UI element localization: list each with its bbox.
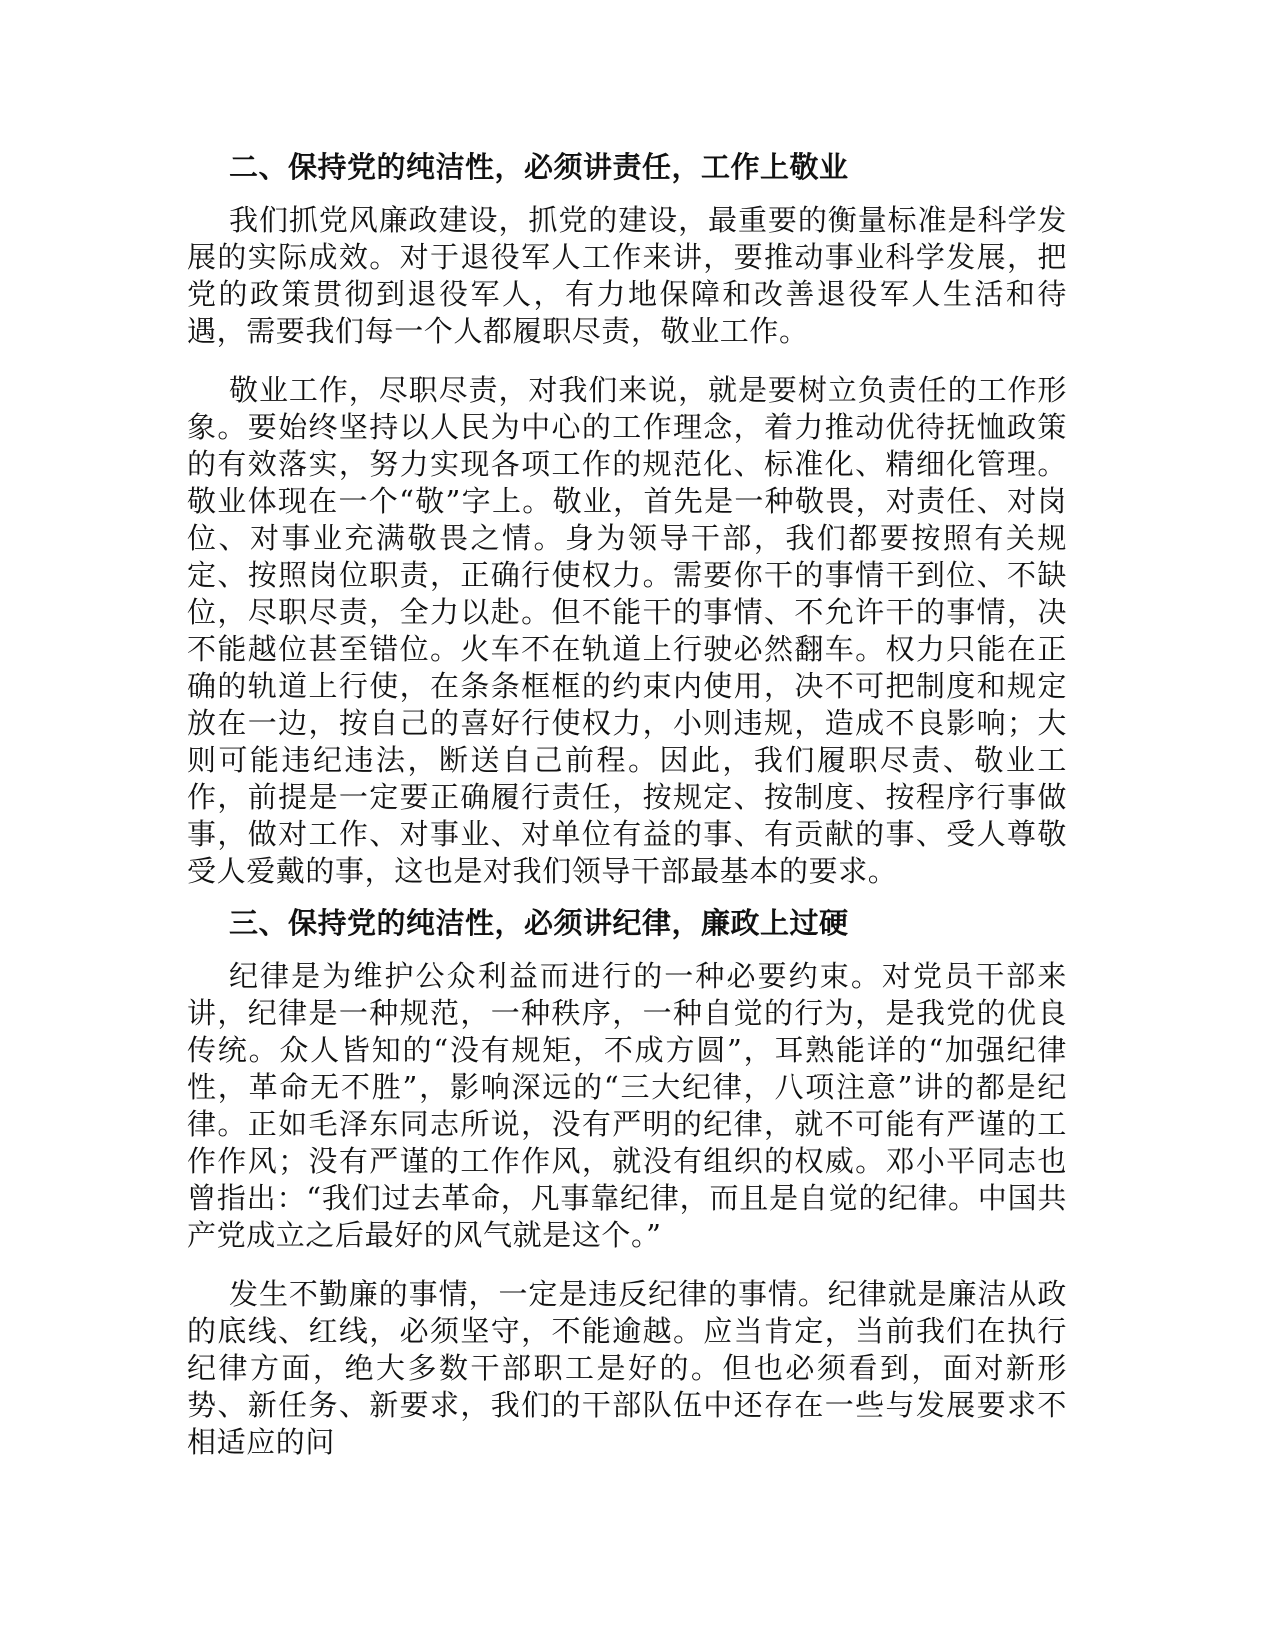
- document-page: [187, 148, 1067, 1461]
- paragraph-discipline-meaning: 纪律是为维护公众利益而进行的一种必要约束。对党员干部来讲，纪律是一种规范，一种秩序，一种自觉的行为，是我党的优良传统。众人皆知的“没有规矩，不成方圆”，耳熟能详的“加强纪律性，革命无不胜”，影响深远的“三大纪律，八项注意”讲的都是纪律。正如毛泽东同志所说，没有严明的纪律，就不可能有严谨的工作作风；没有严谨的工作作风，就没有组织的权威。邓小平同志也曾指出：“我们过去革命，凡事靠纪律，而且是自觉的纪律。中国共产党成立之后最好的风气就是这个。”: [187, 959, 1067, 1252]
- paragraph-work-effectiveness: 我们抓党风廉政建设，抓党的建设，最重要的衡量标准是科学发展的实际成效。对于退役军人工作来讲，要推动事业科学发展，把党的政策贯彻到退役军人，有力地保障和改善退役军人生活和待遇，需要我们每一个人都履职尽责，敬业工作。: [187, 203, 1067, 348]
- paragraph-integrity-bottom-line: 发生不勤廉的事情，一定是违反纪律的事情。纪律就是廉洁从政的底线、红线，必须坚守，不能逾越。应当肯定，当前我们在执行纪律方面，绝大多数干部职工是好的。但也必须看到，面对新形势、新任务、新要求，我们的干部队伍中还存在一些与发展要求不相适应的问: [187, 1277, 1067, 1459]
- paragraph-dedication: 敬业工作，尽职尽责，对我们来说，就是要树立负责任的工作形象。要始终坚持以人民为中心的工作理念，着力推动优待抚恤政策的有效落实，努力实现各项工作的规范化、标准化、精细化管理。敬业体现在一个“敬”字上。敬业，首先是一种敬畏，对责任、对岗位、对事业充满敬畏之情。身为领导干部，我们都要按照有关规定、按照岗位职责，正确行使权力。需要你干的事情干到位、不缺位，尽职尽责，全力以赴。但不能干的事情、不允许干的事情，决不能越位甚至错位。火车不在轨道上行驶必然翻车。权力只能在正确的轨道上行使，在条条框框的约束内使用，决不可把制度和规定放在一边，按自己的喜好行使权力，小则违规，造成不良影响；大则可能违纪违法，断送自己前程。因此，我们履职尽责、敬业工作，前提是一定要正确履行责任，按规定、按制度、按程序行事做事，做对工作、对事业、对单位有益的事、有贡献的事、受人尊敬受人爱戴的事，这也是对我们领导干部最基本的要求。: [187, 373, 1067, 888]
- section-heading-responsibility: 二、保持党的纯洁性，必须讲责任，工作上敬业: [229, 150, 849, 184]
- section-heading-discipline: 三、保持党的纯洁性，必须讲纪律，廉政上过硬: [229, 906, 849, 940]
